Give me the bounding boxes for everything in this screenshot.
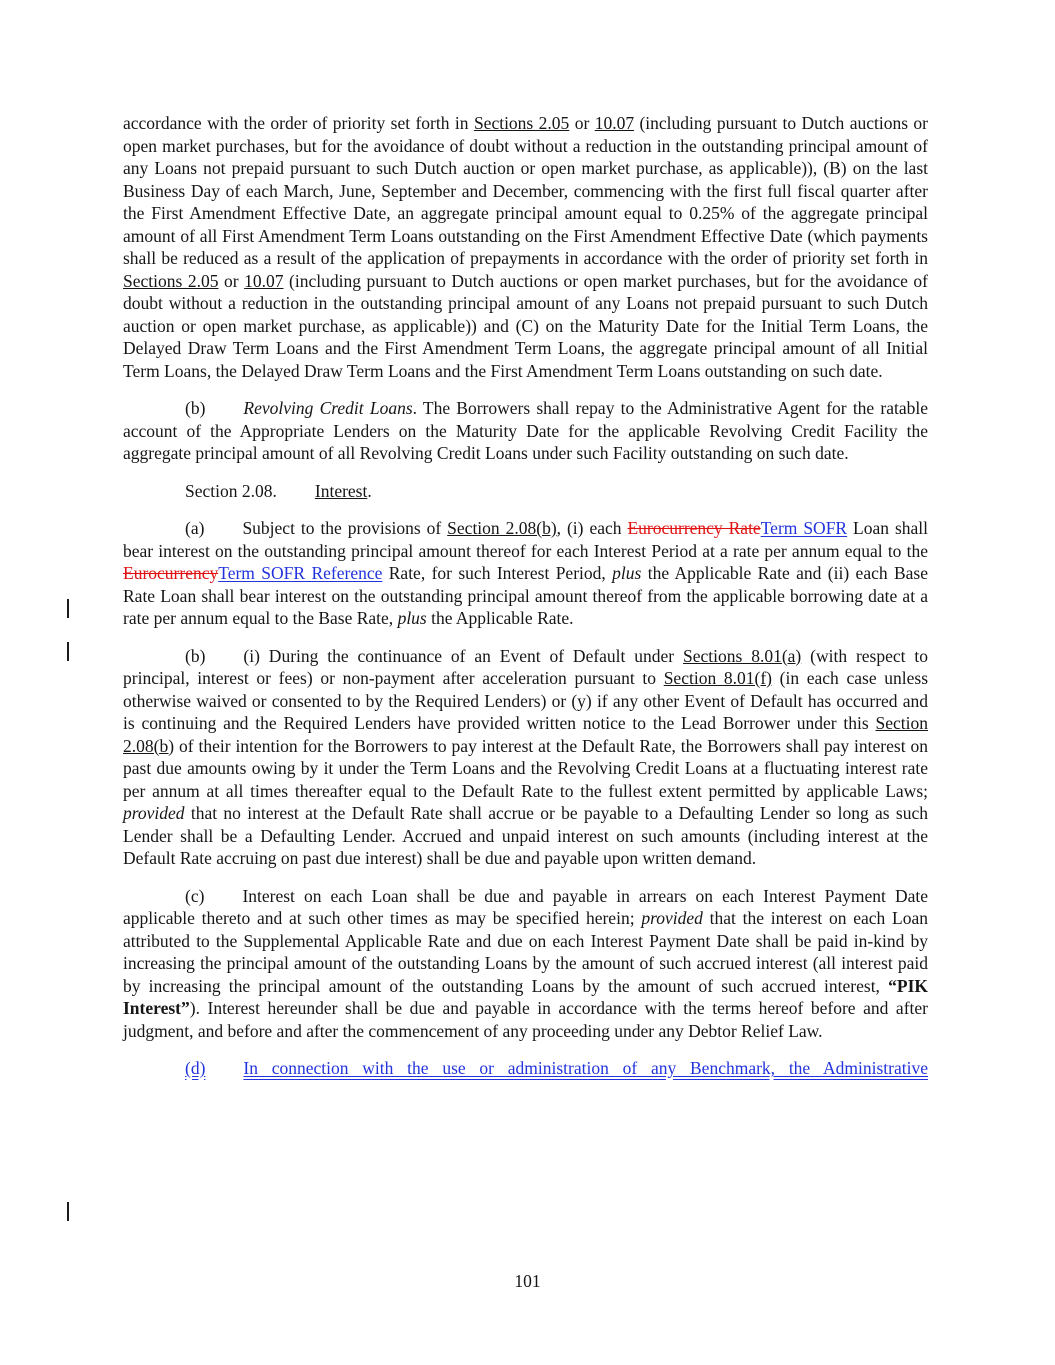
text-segment: plus [397, 608, 427, 628]
change-bar-2 [67, 642, 69, 661]
text-segment: 10.07 [244, 270, 284, 291]
paragraph-sub-b [123, 645, 928, 870]
change-bar-3 [67, 1202, 69, 1221]
text-segment: Eurocurrency Rate [627, 518, 761, 538]
text-segment: Section 8.01(f) [663, 668, 772, 688]
paragraph-sub-c [123, 885, 928, 1043]
text-segment: (with respect to principal, interest or fees) or non-payment after acceleration pursuant to [123, 645, 928, 688]
text-segment: provided [123, 803, 185, 823]
paragraph-sub-a [123, 517, 928, 630]
text-segment: In connection with the use or administration of any Benchmark, the Administrative [243, 1058, 928, 1078]
text-segment: Interest [314, 480, 368, 501]
text-segment: (i) During the continuance of an Event of Default under [243, 645, 684, 666]
change-bar-1 [67, 599, 69, 618]
text-segment: (in each case unless otherwise waived or consented to by the Required Lenders) or (y) if any other Event of Default has occurred and is continuing and the Required Lenders have provided written notice to the Lead Borrower under this [123, 668, 929, 733]
paragraph-sub-d-inserted [123, 1057, 928, 1080]
paragraph-continuation [123, 112, 928, 382]
text-segment: Sections 8.01(a) [683, 645, 802, 666]
text-segment: plus [612, 563, 642, 583]
page-content [123, 112, 928, 1095]
text-segment: , (i) each [556, 518, 628, 538]
text-segment: Loan shall bear interest on the outstanding principal amount thereof for each Interest Period at a rate per annum equal to the [123, 518, 929, 561]
text-segment: Term SOFR Reference [218, 563, 383, 583]
text-segment: or [569, 113, 595, 133]
text-segment: (b) [185, 398, 206, 418]
text-segment: Sections 2.05 [123, 270, 219, 291]
text-segment: that no interest at the Default Rate shall accrue or be payable to a Defaulting Lender so long as such Lender shall be a Defaulting Lender. Accrued and unpaid interest on such amounts (including interest at the Default Rate accruing on past due interest) shall be due and payable upon written demand. [123, 803, 928, 868]
text-segment: Section 2.08(b) [447, 518, 557, 538]
text-segment: Revolving Credit Loans [243, 398, 413, 418]
text-segment: accordance with the order of priority set forth in [123, 113, 474, 133]
text-segment: Section 2.08. [185, 480, 277, 501]
paragraph-revolving-credit-loans [123, 397, 928, 465]
text-segment: or [218, 270, 245, 291]
text-segment: “PIK Interest” [123, 975, 928, 1018]
text-segment: Term SOFR [760, 518, 848, 538]
text-segment: Sections 2.05 [473, 113, 570, 133]
text-segment: (d) [185, 1058, 206, 1078]
text-segment: Rate, for such Interest Period, [382, 563, 613, 583]
text-segment: the Applicable Rate. [426, 608, 574, 628]
section-heading-interest [123, 480, 928, 503]
text-segment: that the interest on each Loan attributed to the Supplemental Applicable Rate and due on each Interest Payment Date shall be paid in-kind by increasing the principal amount of the outstanding Loans by the amount of such accrued interest (all interest paid by increasing the principal amount of the outstanding Loans by the amount of such accrued interest, [123, 908, 929, 996]
text-segment: (including pursuant to Dutch auctions or open market purchases, but for the avoidance of doubt without a reduction in the outstanding principal amount of any Loans not prepaid pursuant to such Dutch auction or open market purchase, as applicable)), (B) on the last Business Day of each March, June, September and December, commencing with the first full fiscal quarter after the First Amendment Effective Date, an aggregate principal amount equal to 0.25% of the aggregate principal amount of all First Amendment Term Loans outstanding on the First Amendment Effective Date (which payments shall be reduced as a result of the application of prepayments in accordance with the order of priority set forth in [123, 113, 929, 268]
text-segment: 10.07 [594, 113, 635, 133]
page-number: 101 [514, 1271, 541, 1291]
text-segment: (a) [185, 518, 205, 538]
text-segment: . [367, 480, 372, 501]
text-segment: Section 2.08(b) [123, 713, 928, 756]
text-segment: (including pursuant to Dutch auctions or open market purchases, but for the avoidance of doubt without a reduction in the outstanding principal amount of any Loans not prepaid pursuant to such Dutch auction or open market purchase, as applicable)) and (C) on the Maturity Date for the Initial Term Loans, the Delayed Draw Term Loans and the First Amendment Term Loans, the aggregate principal amount of all Initial Term Loans, the Delayed Draw Term Loans and the First Amendment Term Loans outstanding on such date. [123, 270, 929, 381]
text-segment: ). Interest hereunder shall be due and payable in accordance with the terms hereof before and after judgment, and before and after the commencement of any proceeding under any Debtor Relief Law. [123, 998, 928, 1041]
text-segment: of their intention for the Borrowers to pay interest at the Default Rate, the Borrowers shall pay interest on past due amounts owing by it under the Term Loans and the Revolving Credit Loans at a fluctuating interest rate per annum at all times thereafter equal to the Default Rate to the fullest extent permitted by applicable Laws; [123, 735, 928, 801]
text-segment: Subject to the provisions of [242, 518, 448, 538]
text-segment: Eurocurrency [123, 563, 219, 583]
text-segment: provided [641, 908, 703, 928]
text-segment: . The Borrowers shall repay to the Administrative Agent for the ratable account of the Appropriate Lenders on the Maturity Date for the applicable Revolving Credit Facility the aggregate principal amount of all Revolving Credit Loans under such Facility outstanding on such date. [123, 398, 928, 463]
text-segment: (c) [185, 885, 205, 906]
text-segment: (b) [185, 645, 206, 666]
text-segment: Interest on each Loan shall be due and payable in arrears on each Interest Payment Date applicable thereto and at such other times as may be specified herein; [123, 885, 928, 928]
text-segment: the Applicable Rate and (ii) each Base Rate Loan shall bear interest on the outstanding principal amount thereof from the applicable borrowing date at a rate per annum equal to the Base Rate, [123, 563, 929, 628]
